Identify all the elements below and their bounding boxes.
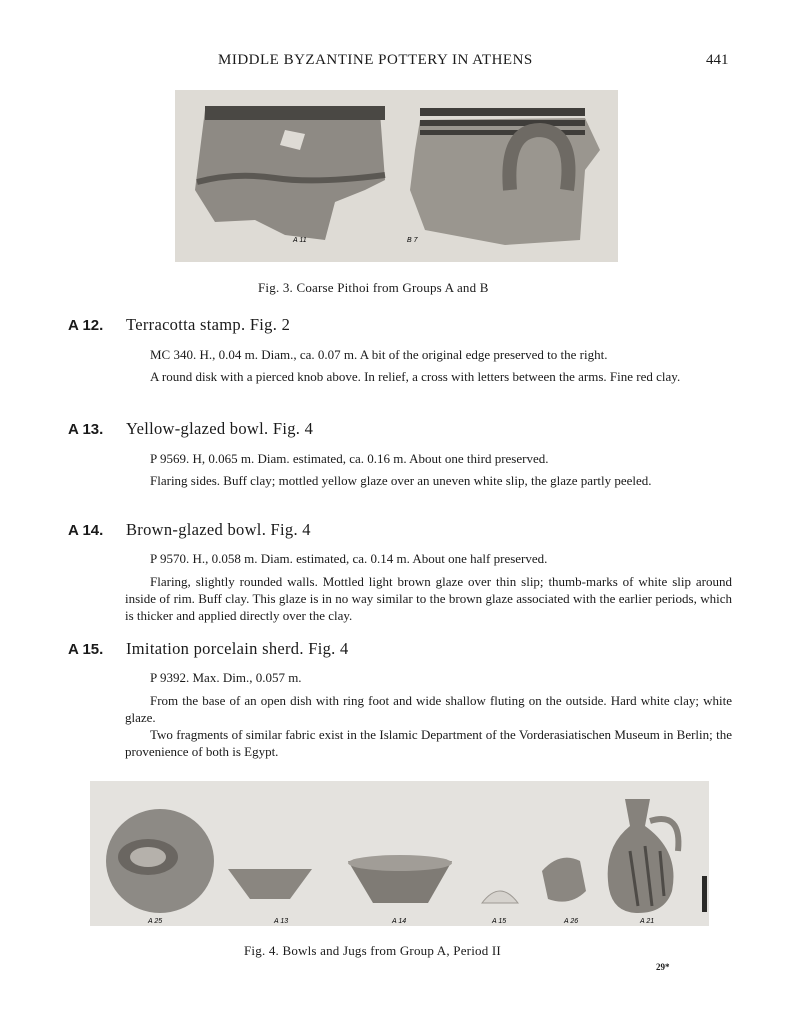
fig4-label-a25: A 25 xyxy=(148,918,163,925)
fig4-vessels-illustration xyxy=(90,781,709,926)
fig3-label-b7: B 7 xyxy=(407,237,418,244)
entry-a13-title: Yellow-glazed bowl. Fig. 4 xyxy=(126,419,314,438)
fig4-label-a21: A 21 xyxy=(640,918,655,925)
running-title: MIDDLE BYZANTINE POTTERY IN ATHENS xyxy=(218,52,533,68)
entry-a15-meta: P 9392. Max. Dim., 0.057 m. xyxy=(150,670,302,685)
signature-mark: 29* xyxy=(656,962,670,972)
fig4-photograph xyxy=(90,781,709,926)
pithos-rim-left xyxy=(205,106,385,120)
entry-a12-title: Terracotta stamp. Fig. 2 xyxy=(126,315,291,334)
fig3-photograph xyxy=(175,90,618,262)
entry-a15-title: Imitation porcelain sherd. Fig. 4 xyxy=(126,639,349,658)
entry-a15-id: A 15. xyxy=(68,641,104,658)
page-number: 441 xyxy=(706,52,729,68)
entry-a14-id: A 14. xyxy=(68,522,104,539)
entry-a15-comparanda: Two fragments of similar fabric exist in the Islamic Department of the Vorderasiatischen Museum in Berlin; the provenience of both is Egypt. xyxy=(125,727,732,759)
entry-a14-description: Flaring, slightly rounded walls. Mottled light brown glaze over thin slip; thumb-marks of white slip around inside of rim. Buff clay. This glaze is in no way similar to the brown glaze associated with the earlier periods, which is thicker and applied directly over the clay. xyxy=(125,574,732,623)
entry-a13-meta: P 9569. H, 0.065 m. Diam. estimated, ca. 0.16 m. About one third preserved. xyxy=(150,451,549,466)
fig4-label-a15: A 15 xyxy=(492,918,507,925)
entry-a15-description: From the base of an open dish with ring foot and wide shallow fluting on the outside. Hard white clay; white glaze. xyxy=(125,693,732,725)
fig3-caption: Fig. 3. Coarse Pithoi from Groups A and B xyxy=(258,280,489,295)
fig4-label-a26: A 26 xyxy=(564,918,579,925)
entry-a13-id: A 13. xyxy=(68,421,104,438)
fig3-pithoi-illustration xyxy=(175,90,618,262)
entry-a14-title: Brown-glazed bowl. Fig. 4 xyxy=(126,520,311,539)
entry-a12-meta: MC 340. H., 0.04 m. Diam., ca. 0.07 m. A bit of the original edge preserved to the right. xyxy=(150,347,608,362)
fig4-label-a13: A 13 xyxy=(274,918,289,925)
entry-a12-id: A 12. xyxy=(68,317,104,334)
fig4-label-a14: A 14 xyxy=(392,918,407,925)
entry-a12-description: A round disk with a pierced knob above. In relief, a cross with letters between the arms. Fine red clay. xyxy=(150,369,681,384)
scale-bar xyxy=(702,876,707,912)
fig4-caption: Fig. 4. Bowls and Jugs from Group A, Period II xyxy=(244,943,501,958)
entry-a13-description: Flaring sides. Buff clay; mottled yellow glaze over an uneven white slip, the glaze partly peeled. xyxy=(150,473,652,488)
fig3-label-a11: A 11 xyxy=(293,237,307,244)
entry-a14-meta: P 9570. H., 0.058 m. Diam. estimated, ca. 0.14 m. About one half preserved. xyxy=(150,551,548,566)
